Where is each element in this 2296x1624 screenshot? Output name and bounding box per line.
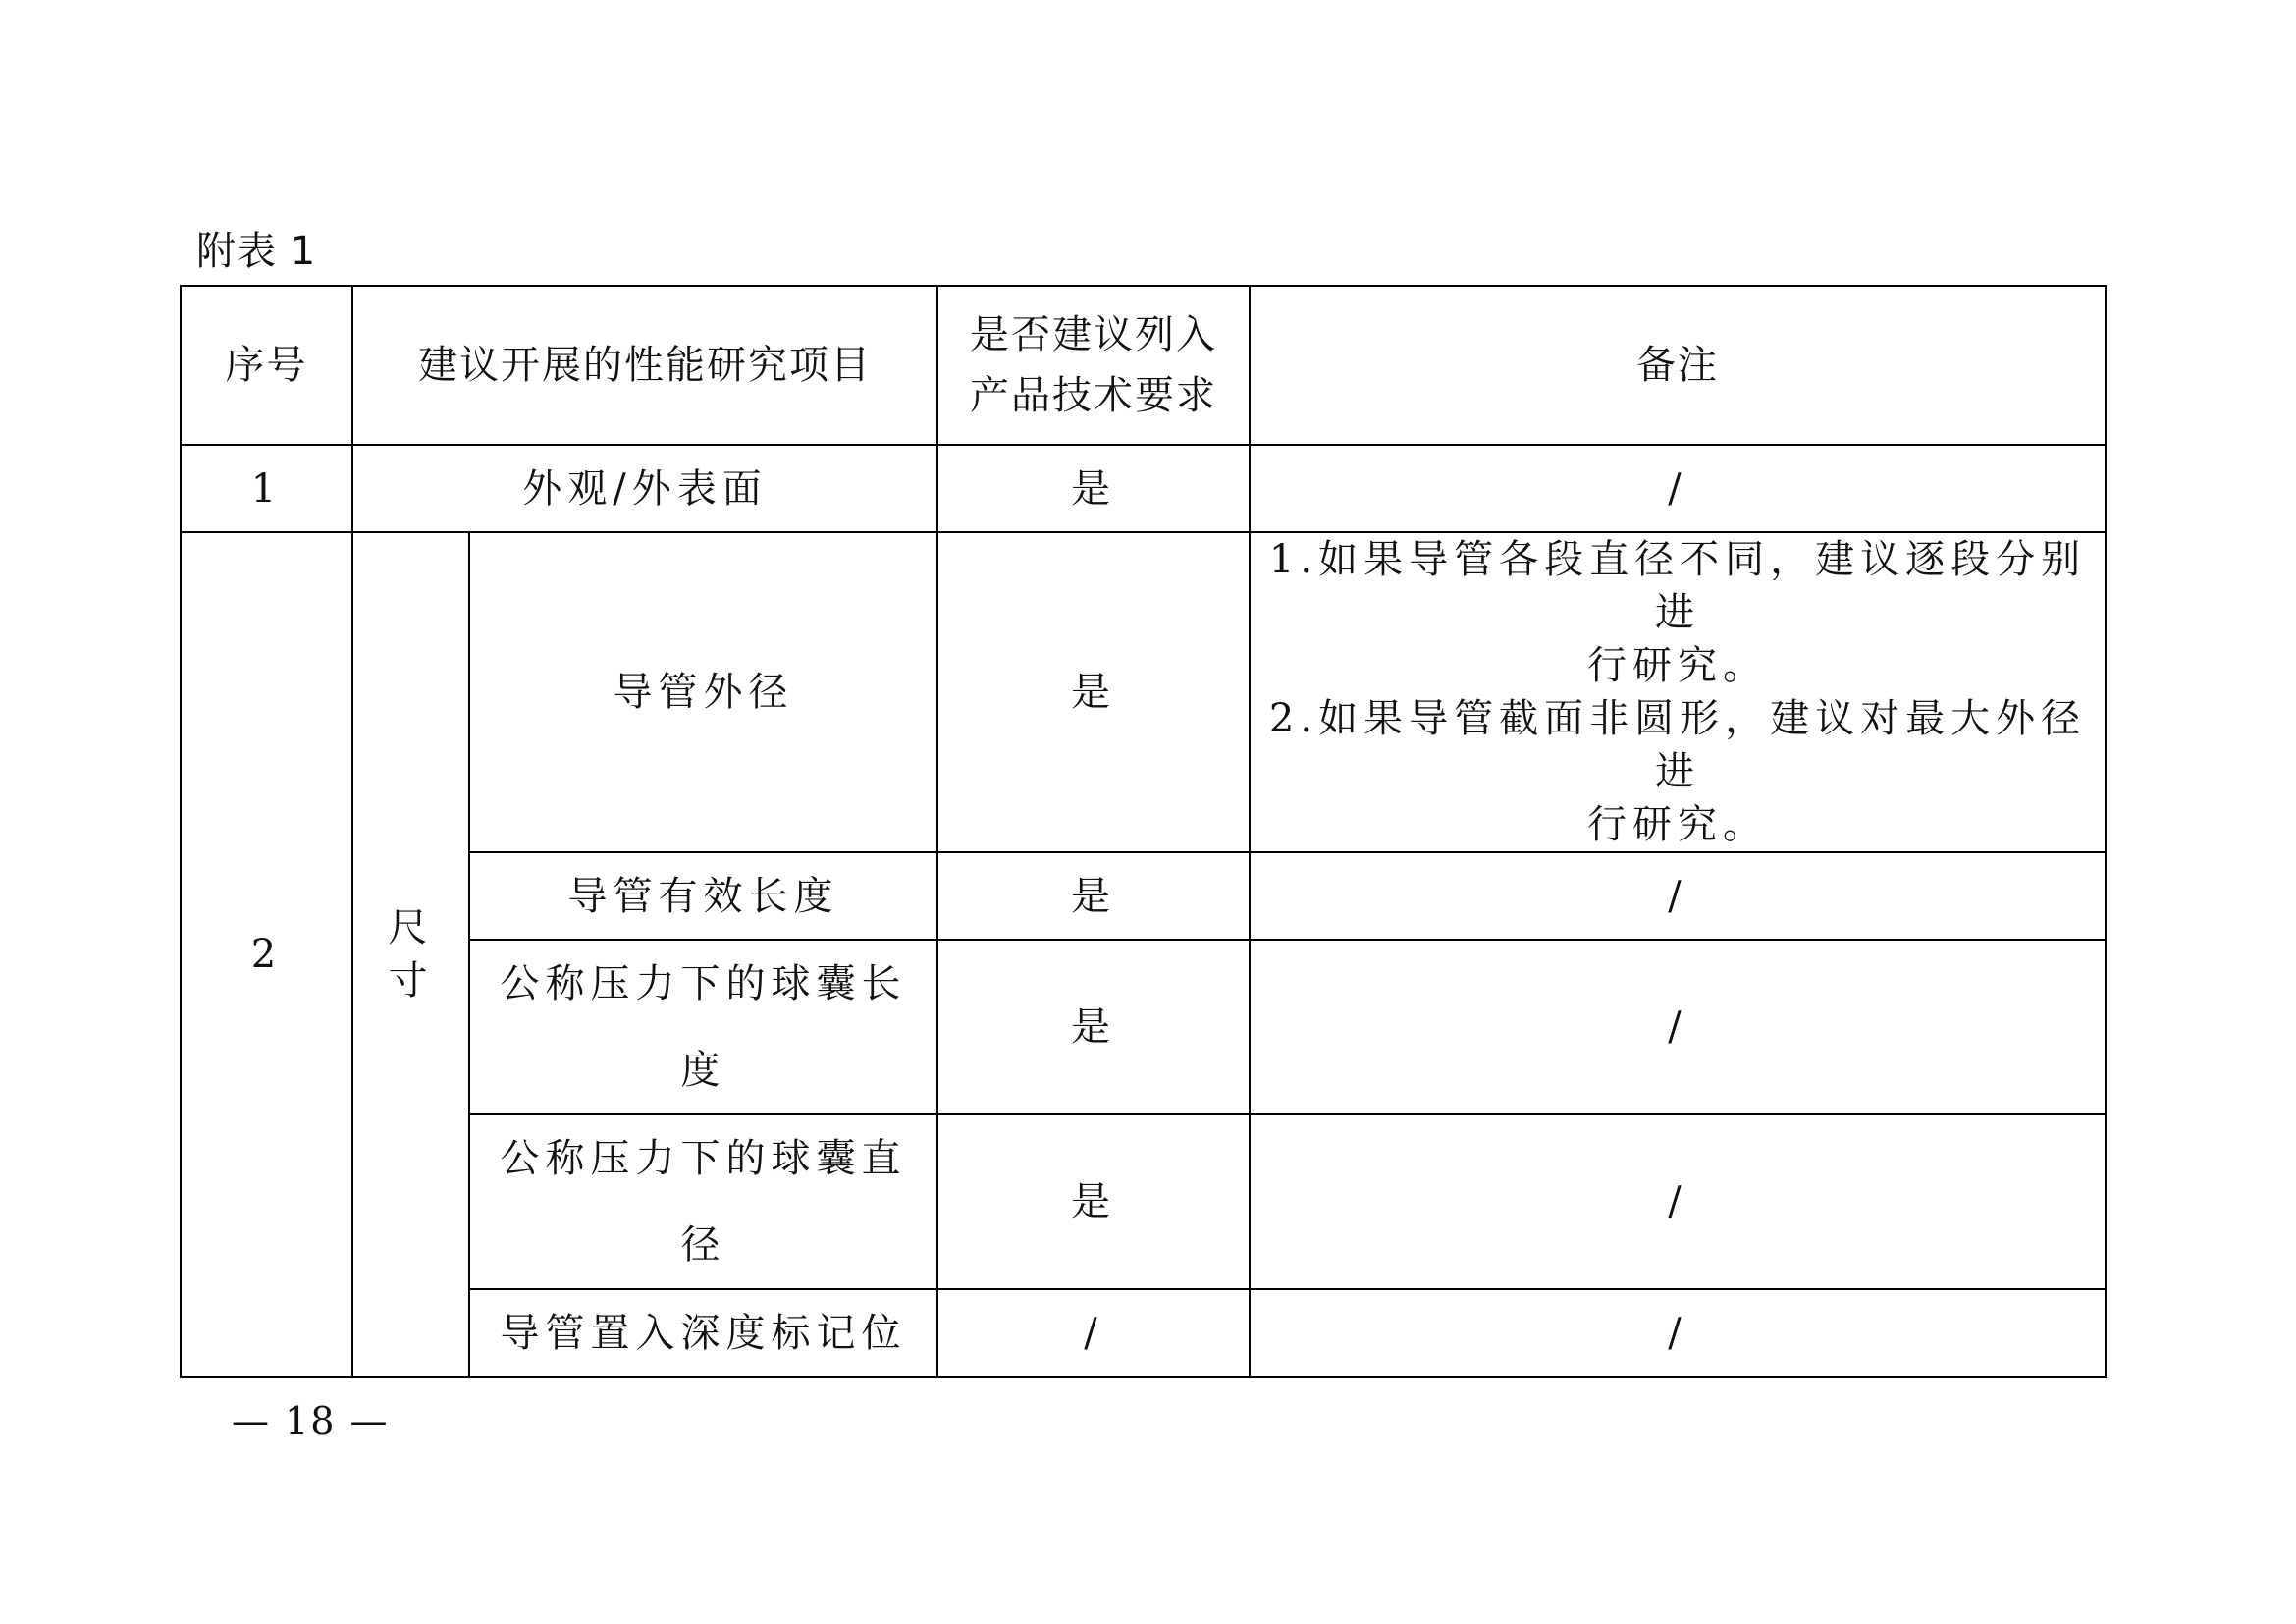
- row2c-item-line1: 公称压力下的球囊长: [500, 961, 907, 1006]
- row2e-item: 导管置入深度标记位: [469, 1289, 937, 1377]
- row2e-include: /: [937, 1289, 1250, 1377]
- header-note: 备注: [1250, 286, 2106, 445]
- table-row: [181, 1114, 2106, 1289]
- row2-category-char1: 尺: [388, 905, 434, 950]
- row2b-note: /: [1250, 852, 2106, 940]
- row2d-item-line2: 径: [680, 1222, 726, 1268]
- row1-note: /: [1250, 445, 2106, 532]
- header-item: 建议开展的性能研究项目: [352, 286, 937, 445]
- row2b-item: 导管有效长度: [469, 852, 937, 940]
- table-row: [181, 852, 2106, 940]
- row1-item: 外观/外表面: [352, 445, 937, 532]
- row2c-include: 是: [937, 940, 1250, 1114]
- table-row: [181, 532, 2106, 852]
- header-seq: 序号: [181, 286, 352, 445]
- row2a-note-line1: 1.如果导管各段直径不同，建议逐段分别进: [1268, 537, 2087, 635]
- table-caption: 附表 1: [196, 229, 317, 274]
- row2a-note-line4: 行研究。: [1587, 802, 1768, 847]
- table-row: [181, 445, 2106, 532]
- row2d-item-line1: 公称压力下的球囊直: [500, 1136, 907, 1181]
- row2a-item: 导管外径: [469, 532, 937, 852]
- header-include-line1: 是否建议列入: [970, 312, 1217, 357]
- row1-include: 是: [937, 445, 1250, 532]
- table-row: [181, 940, 2106, 1114]
- table-header-row: [181, 286, 2106, 445]
- row2d-item: [469, 1114, 937, 1289]
- row2c-item: [469, 940, 937, 1114]
- row2-category: [352, 532, 469, 1377]
- row2a-note-line2: 行研究。: [1587, 643, 1768, 688]
- performance-study-table: [180, 285, 2107, 1378]
- row2a-note: [1250, 532, 2106, 852]
- row2d-include: 是: [937, 1114, 1250, 1289]
- header-include: [937, 286, 1250, 445]
- row2c-note: /: [1250, 940, 2106, 1114]
- table-row: [181, 1289, 2106, 1377]
- row2d-note: /: [1250, 1114, 2106, 1289]
- row2c-item-line2: 度: [680, 1048, 726, 1093]
- row2-seq: 2: [181, 532, 352, 1377]
- header-include-line2: 产品技术要求: [970, 373, 1217, 418]
- row2-category-char2: 寸: [388, 958, 434, 1003]
- row2a-include: 是: [937, 532, 1250, 852]
- row2e-note: /: [1250, 1289, 2106, 1377]
- row1-seq: 1: [181, 445, 352, 532]
- row2b-include: 是: [937, 852, 1250, 940]
- row2a-note-line3: 2.如果导管截面非圆形，建议对最大外径进: [1268, 696, 2087, 794]
- page-number: — 18 —: [232, 1399, 390, 1442]
